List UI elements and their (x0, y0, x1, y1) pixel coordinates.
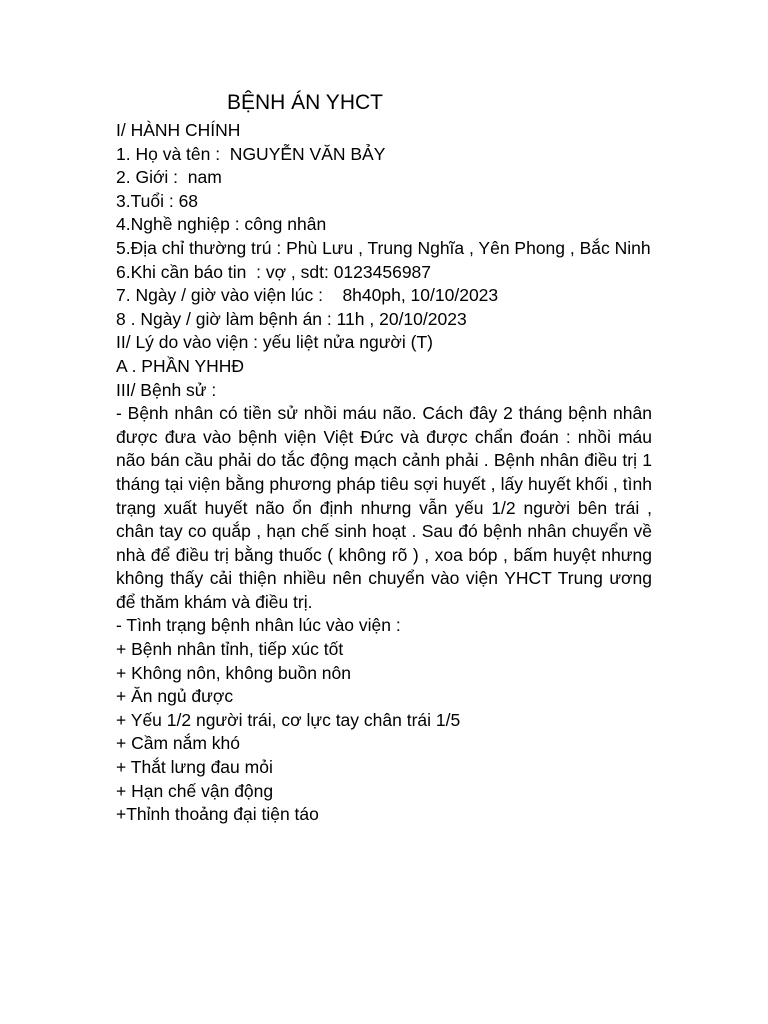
field-emergency-contact: 6.Khi cần báo tin : vợ , sdt: 0123456987 (116, 261, 432, 282)
status-item: + Không nôn, không buồn nôn (116, 662, 352, 683)
history-paragraph: - Bệnh nhân có tiền sử nhồi máu não. Cách đây 2 tháng bệnh nhân được đưa vào bệnh viện Việt Đức và được chẩn đoán : nhồi máu não bán cầu phải do tắc động mạch cảnh phải . Bệnh nhân điều trị 1 tháng tại viện bằng phương pháp tiêu sợi huyết , lấy huyết khối , tình trạng xuất huyết não ổn định nhưng vẫn yếu 1/2 người bên trái , chân tay co quắp , hạn chế sinh hoạt . Sau đó bệnh nhân chuyển về nhà để điều trị bằng thuốc ( không rõ ) , xoa bóp , bấm huyệt nhưng không thấy cải thiện nhiều nên chuyển vào viện YHCT Trung ương để thăm khám và điều trị. (116, 403, 652, 612)
status-item: + Hạn chế vận động (116, 780, 274, 801)
field-occupation: 4.Nghề nghiệp : công nhân (116, 214, 327, 235)
field-address: 5.Địa chỉ thường trú : Phù Lưu , Trung Nghĩa , Yên Phong , Bắc Ninh (116, 237, 651, 258)
status-item: + Ăn ngủ được (116, 686, 234, 707)
document-title: BỆNH ÁN YHCT (227, 91, 383, 114)
status-item: + Yếu 1/2 người trái, cơ lực tay chân trái 1/5 (116, 709, 461, 730)
field-full-name: 1. Họ và tên : NGUYỄN VĂN BẢY (116, 143, 386, 164)
field-gender: 2. Giới : nam (116, 167, 222, 188)
document-page (116, 90, 652, 827)
field-record-time: 8 . Ngày / giờ làm bệnh án : 11h , 20/10/2023 (116, 308, 467, 329)
section-heading-modern-medicine: A . PHẦN YHHĐ (116, 355, 245, 376)
section-heading-reason: II/ Lý do vào viện : yếu liệt nửa người (T) (116, 332, 433, 353)
section-heading-history: III/ Bệnh sử : (116, 379, 217, 400)
status-item: +Thỉnh thoảng đại tiện táo (116, 804, 319, 825)
field-age: 3.Tuổi : 68 (116, 190, 199, 211)
status-item: + Bệnh nhân tỉnh, tiếp xúc tốt (116, 639, 344, 660)
status-heading: - Tình trạng bệnh nhân lúc vào viện : (116, 615, 401, 636)
field-admission-time: 7. Ngày / giờ vào viện lúc : 8h40ph, 10/10/2023 (116, 285, 499, 306)
section-heading-administrative: I/ HÀNH CHÍNH (116, 120, 241, 140)
status-item: + Cầm nắm khó (116, 733, 241, 754)
status-item: + Thắt lưng đau mỏi (116, 757, 273, 778)
